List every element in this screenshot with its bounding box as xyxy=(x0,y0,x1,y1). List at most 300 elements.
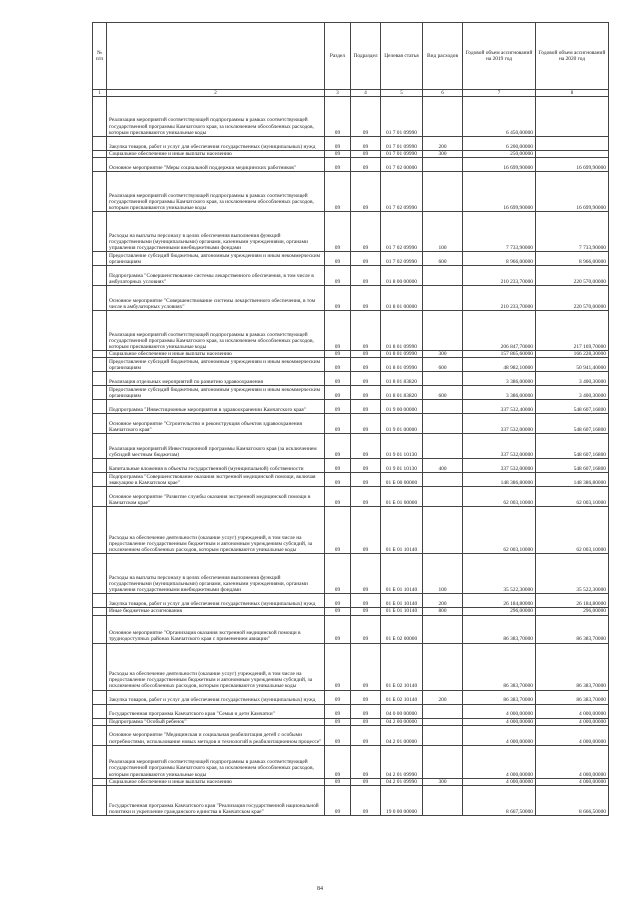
cell-csr: 01 7 02 00000 xyxy=(381,158,423,172)
cell-2020: 7 733,90000 xyxy=(536,212,609,252)
cell-razdel: 09 xyxy=(325,487,351,507)
col-number: 7 xyxy=(463,90,536,97)
cell-name: Подпрограмма "Особый ребенок" xyxy=(107,718,325,725)
cell-2019: 206 847,70000 xyxy=(463,311,536,351)
cell-vr: 600 xyxy=(423,358,463,372)
cell-csr: 01 9 01 10130 xyxy=(381,459,423,473)
cell-no xyxy=(93,643,107,690)
cell-2019: 4 000,00000 xyxy=(463,778,536,785)
cell-name: Основное мероприятие "Меры социальной поддержки медицинских работников" xyxy=(107,158,325,172)
cell-csr: 01 Б 02 10140 xyxy=(381,690,423,704)
cell-razdel: 09 xyxy=(325,608,351,615)
cell-vr xyxy=(423,487,463,507)
cell-csr: 01 8 00 00000 xyxy=(381,266,423,286)
table-row xyxy=(93,386,609,400)
cell-name: Реализация мероприятий соответствующей подпрограммы в рамках соответствующей государственной программы Камчатского края, за исключением обособленных расходов, которым присваиваются уникальные коды xyxy=(107,745,325,778)
cell-vr xyxy=(423,507,463,554)
table-row xyxy=(93,718,609,725)
cell-razdel: 09 xyxy=(325,172,351,212)
table-row xyxy=(93,487,609,507)
cell-vr xyxy=(423,718,463,725)
cell-no xyxy=(93,172,107,212)
cell-vr xyxy=(423,97,463,137)
header-podrazdel: Подраздел xyxy=(351,23,381,90)
cell-2020 xyxy=(536,151,609,158)
cell-csr: 01 7 02 09990 xyxy=(381,172,423,212)
cell-2019: 157 865,60000 xyxy=(463,351,536,358)
cell-no xyxy=(93,786,107,816)
cell-2020: 4 000,00000 xyxy=(536,704,609,718)
cell-csr: 01 Б 01 10140 xyxy=(381,507,423,554)
cell-podrazdel: 09 xyxy=(351,252,381,266)
header-csr: Целевая статья xyxy=(381,23,423,90)
cell-razdel: 09 xyxy=(325,643,351,690)
cell-2019: 337 532,00000 xyxy=(463,459,536,473)
cell-name: Подпрограмма "Совершенствование системы лекарственного обеспечения, в том числе в амбулаторных условиях" xyxy=(107,266,325,286)
cell-vr: 300 xyxy=(423,151,463,158)
cell-2020 xyxy=(536,97,609,137)
table-row xyxy=(93,507,609,554)
cell-2020: 166 228,30000 xyxy=(536,351,609,358)
cell-2020: 62 003,10000 xyxy=(536,507,609,554)
cell-name: Подпрограмма "Инвестиционные мероприятия в здравоохранении Камчатского края" xyxy=(107,400,325,414)
cell-no xyxy=(93,725,107,745)
header-no: № п/п xyxy=(93,23,107,90)
cell-name: Предоставление субсидий бюджетным, автономным учреждениям и иным некоммерческим организациям xyxy=(107,358,325,372)
cell-razdel: 09 xyxy=(325,786,351,816)
col-number: 6 xyxy=(423,90,463,97)
cell-name: Государственная программа Камчатского края "Семья и дети Камчатки" xyxy=(107,704,325,718)
cell-2019: 48 982,10000 xyxy=(463,358,536,372)
cell-no xyxy=(93,778,107,785)
cell-csr: 01 Б 01 10140 xyxy=(381,594,423,608)
cell-vr: 800 xyxy=(423,608,463,615)
cell-podrazdel: 09 xyxy=(351,725,381,745)
col-number: 3 xyxy=(325,90,351,97)
cell-razdel: 09 xyxy=(325,507,351,554)
cell-name: Реализация мероприятий соответствующей подпрограммы в рамках соответствующей государственной программы Камчатского края, за исключением обособленных расходов, которым присваиваются уникальные коды xyxy=(107,172,325,212)
cell-csr: 01 7 01 09990 xyxy=(381,97,423,137)
cell-name: Основное мероприятие "Организация оказания экстренной медицинской помощи в труднодоступных районах Камчатского края с применением авиации" xyxy=(107,615,325,643)
cell-razdel: 09 xyxy=(325,212,351,252)
cell-name: Реализация мероприятий соответствующей подпрограммы в рамках соответствующей государственной программы Камчатского края, за исключением обособленных расходов, которым присваиваются уникальные коды xyxy=(107,311,325,351)
cell-no xyxy=(93,286,107,311)
cell-vr xyxy=(423,311,463,351)
table-row xyxy=(93,459,609,473)
cell-2020: 86 383,70000 xyxy=(536,615,609,643)
cell-name: Расходы на обеспечение деятельности (оказание услуг) учреждений, в том числе на предоставление государственным бюджетным и автономным учреждениям субсидий, за исключением обособленных расходов, которым присваиваются уникальные коды xyxy=(107,643,325,690)
cell-podrazdel: 09 xyxy=(351,459,381,473)
cell-csr: 01 Б 01 10140 xyxy=(381,554,423,594)
cell-name: Государственная программа Камчатского края "Реализация государственной национальной политики и укрепление гражданского единства в Камчатском крае" xyxy=(107,786,325,816)
cell-2020: 3 400,30000 xyxy=(536,372,609,386)
cell-name: Социальное обеспечение и иные выплаты населению xyxy=(107,151,325,158)
cell-2020: 8 666,50000 xyxy=(536,786,609,816)
cell-vr xyxy=(423,414,463,434)
cell-2020: 35 522,30000 xyxy=(536,554,609,594)
cell-csr: 01 Б 02 10140 xyxy=(381,643,423,690)
cell-podrazdel: 09 xyxy=(351,434,381,459)
cell-name: Расходы на выплаты персоналу в целях обеспечения выполнения функций государственными (муниципальными) органами, казенными учреждениями, органами управления государственными внебюджетными фондами xyxy=(107,212,325,252)
cell-csr: 04 2 01 00000 xyxy=(381,725,423,745)
cell-razdel: 09 xyxy=(325,704,351,718)
cell-no xyxy=(93,459,107,473)
cell-2020: 4 000,00000 xyxy=(536,745,609,778)
cell-podrazdel: 09 xyxy=(351,358,381,372)
cell-no xyxy=(93,554,107,594)
cell-podrazdel: 09 xyxy=(351,487,381,507)
cell-no xyxy=(93,434,107,459)
cell-no xyxy=(93,266,107,286)
cell-2020: 548 607,16800 xyxy=(536,434,609,459)
cell-vr xyxy=(423,434,463,459)
cell-csr: 01 Б 00 00000 xyxy=(381,473,423,487)
cell-2020: 4 000,00000 xyxy=(536,718,609,725)
cell-razdel: 09 xyxy=(325,400,351,414)
cell-razdel: 09 xyxy=(325,745,351,778)
cell-podrazdel: 09 xyxy=(351,745,381,778)
cell-2019: 3 386,00000 xyxy=(463,372,536,386)
cell-2020 xyxy=(536,137,609,151)
table-row xyxy=(93,554,609,594)
cell-vr: 600 xyxy=(423,386,463,400)
cell-2020: 62 003,10000 xyxy=(536,487,609,507)
cell-podrazdel: 09 xyxy=(351,608,381,615)
cell-podrazdel: 09 xyxy=(351,286,381,311)
cell-2019: 62 003,10000 xyxy=(463,487,536,507)
cell-no xyxy=(93,386,107,400)
table-row xyxy=(93,400,609,414)
cell-podrazdel: 09 xyxy=(351,372,381,386)
cell-name: Расходы на обеспечение деятельности (оказание услуг) учреждений, в том числе на предоставление государственным бюджетным и автономным учреждениям субсидий, за исключением обособленных расходов, которым присваиваются уникальные коды xyxy=(107,507,325,554)
cell-2020: 217 169,70000 xyxy=(536,311,609,351)
cell-no xyxy=(93,414,107,434)
cell-2019: 86 383,70000 xyxy=(463,615,536,643)
cell-razdel: 09 xyxy=(325,459,351,473)
cell-vr: 300 xyxy=(423,778,463,785)
header-2019: Годовой объем ассигнований на 2019 год xyxy=(463,23,536,90)
cell-razdel: 09 xyxy=(325,778,351,785)
cell-podrazdel: 09 xyxy=(351,212,381,252)
cell-razdel: 09 xyxy=(325,286,351,311)
cell-name: Реализация мероприятий соответствующей подпрограммы в рамках соответствующей государственной программы Камчатского края, за исключением обособленных расходов, которым присваиваются уникальные коды xyxy=(107,97,325,137)
cell-name: Иные бюджетные ассигнования xyxy=(107,608,325,615)
table-row xyxy=(93,311,609,351)
cell-vr xyxy=(423,745,463,778)
cell-podrazdel: 09 xyxy=(351,690,381,704)
cell-no xyxy=(93,507,107,554)
cell-razdel: 09 xyxy=(325,434,351,459)
cell-2019: 210 233,70000 xyxy=(463,266,536,286)
col-number: 8 xyxy=(536,90,609,97)
table-row xyxy=(93,608,609,615)
cell-csr: 01 8 01 83820 xyxy=(381,372,423,386)
cell-2020: 8 966,00000 xyxy=(536,252,609,266)
header-name xyxy=(107,23,325,90)
cell-podrazdel: 09 xyxy=(351,151,381,158)
cell-no xyxy=(93,487,107,507)
cell-razdel: 09 xyxy=(325,252,351,266)
cell-name: Основное мероприятие "Строительство и реконструкция объектов здравоохранения Камчатского края" xyxy=(107,414,325,434)
cell-2019: 16 699,90000 xyxy=(463,158,536,172)
cell-no xyxy=(93,311,107,351)
table-row xyxy=(93,615,609,643)
cell-2019: 8 966,00000 xyxy=(463,252,536,266)
cell-2019: 16 699,90000 xyxy=(463,172,536,212)
cell-csr: 01 8 01 09990 xyxy=(381,358,423,372)
cell-csr: 01 7 02 09990 xyxy=(381,252,423,266)
cell-name: Предоставление субсидий бюджетным, автономным учреждениям и иным некоммерческим организациям xyxy=(107,386,325,400)
table-row xyxy=(93,704,609,718)
table-row xyxy=(93,137,609,151)
column-number-row xyxy=(93,90,609,97)
cell-csr: 01 7 01 09990 xyxy=(381,137,423,151)
cell-razdel: 09 xyxy=(325,311,351,351)
cell-2019: 86 383,70000 xyxy=(463,690,536,704)
cell-razdel: 09 xyxy=(325,414,351,434)
table-row xyxy=(93,151,609,158)
cell-csr: 01 7 01 09990 xyxy=(381,151,423,158)
cell-csr: 04 2 01 09990 xyxy=(381,778,423,785)
cell-vr: 200 xyxy=(423,594,463,608)
cell-2019: 4 000,00000 xyxy=(463,718,536,725)
cell-name: Расходы на выплаты персоналу в целях обеспечения выполнения функций государственными (муниципальными) органами, казенными учреждениями, органами управления государственными внебюджетными фондами xyxy=(107,554,325,594)
cell-name: Подпрограмма "Совершенствование оказания экстренной медицинской помощи, включая эвакуацию в Камчатском крае" xyxy=(107,473,325,487)
col-number: 5 xyxy=(381,90,423,97)
cell-podrazdel: 09 xyxy=(351,311,381,351)
cell-csr: 04 0 00 00000 xyxy=(381,704,423,718)
cell-2020: 50 941,40000 xyxy=(536,358,609,372)
cell-no xyxy=(93,400,107,414)
cell-razdel: 09 xyxy=(325,158,351,172)
cell-no xyxy=(93,158,107,172)
budget-table-sheet xyxy=(92,22,608,816)
cell-name: Социальное обеспечение и иные выплаты населению xyxy=(107,778,325,785)
cell-2019: 3 386,00000 xyxy=(463,386,536,400)
cell-no xyxy=(93,594,107,608)
cell-razdel: 09 xyxy=(325,97,351,137)
cell-podrazdel: 09 xyxy=(351,172,381,212)
cell-razdel: 09 xyxy=(325,137,351,151)
cell-name: Предоставление субсидий бюджетным, автономным учреждениям и иным некоммерческим организациям xyxy=(107,252,325,266)
cell-2019: 4 000,00000 xyxy=(463,745,536,778)
table-header-row xyxy=(93,23,609,90)
cell-2020: 16 699,90000 xyxy=(536,158,609,172)
cell-podrazdel: 09 xyxy=(351,718,381,725)
cell-vr xyxy=(423,372,463,386)
cell-csr: 01 8 01 09990 xyxy=(381,351,423,358)
table-row xyxy=(93,786,609,816)
cell-csr: 04 2 01 09990 xyxy=(381,745,423,778)
cell-2020: 86 383,70000 xyxy=(536,690,609,704)
cell-csr: 01 9 00 00000 xyxy=(381,400,423,414)
cell-2020: 548 607,16800 xyxy=(536,400,609,414)
cell-podrazdel: 09 xyxy=(351,97,381,137)
table-row xyxy=(93,212,609,252)
table-row xyxy=(93,372,609,386)
cell-vr xyxy=(423,643,463,690)
col-number: 2 xyxy=(107,90,325,97)
cell-podrazdel: 09 xyxy=(351,704,381,718)
cell-podrazdel: 09 xyxy=(351,786,381,816)
header-vr: Вид расходов xyxy=(423,23,463,90)
cell-razdel: 09 xyxy=(325,266,351,286)
cell-name: Основное мероприятие "Развитие службы оказания экстренной медицинской помощи в Камчатском крае" xyxy=(107,487,325,507)
cell-csr: 01 8 01 83820 xyxy=(381,386,423,400)
cell-2019: 35 522,30000 xyxy=(463,554,536,594)
cell-2020: 220 570,00000 xyxy=(536,266,609,286)
table-row xyxy=(93,172,609,212)
cell-podrazdel: 09 xyxy=(351,554,381,594)
cell-vr xyxy=(423,172,463,212)
cell-name: Основное мероприятие "Совершенствование системы лекарственного обеспечения, в том числе в амбулаторных условиях" xyxy=(107,286,325,311)
cell-name: Закупка товаров, работ и услуг для обеспечения государственных (муниципальных) нужд xyxy=(107,690,325,704)
cell-csr: 01 Б 02 00000 xyxy=(381,615,423,643)
table-row xyxy=(93,725,609,745)
cell-vr: 400 xyxy=(423,459,463,473)
cell-name: Социальное обеспечение и иные выплаты населению xyxy=(107,351,325,358)
cell-no xyxy=(93,608,107,615)
cell-2019: 26 184,80000 xyxy=(463,594,536,608)
cell-2020: 220 570,00000 xyxy=(536,286,609,311)
cell-2019: 337 532,00000 xyxy=(463,414,536,434)
cell-2020: 148 386,80000 xyxy=(536,473,609,487)
cell-vr xyxy=(423,400,463,414)
cell-vr: 300 xyxy=(423,351,463,358)
cell-no xyxy=(93,212,107,252)
cell-podrazdel: 09 xyxy=(351,266,381,286)
cell-2019: 8 667,50000 xyxy=(463,786,536,816)
table-row xyxy=(93,434,609,459)
cell-razdel: 09 xyxy=(325,372,351,386)
cell-podrazdel: 09 xyxy=(351,386,381,400)
table-row xyxy=(93,643,609,690)
table-row xyxy=(93,778,609,785)
cell-2019: 86 383,70000 xyxy=(463,643,536,690)
cell-vr xyxy=(423,473,463,487)
cell-razdel: 09 xyxy=(325,615,351,643)
cell-2019: 6 450,00000 xyxy=(463,97,536,137)
cell-podrazdel: 09 xyxy=(351,594,381,608)
cell-vr: 200 xyxy=(423,137,463,151)
cell-csr: 19 0 00 00000 xyxy=(381,786,423,816)
table-row xyxy=(93,414,609,434)
cell-2019: 4 000,00000 xyxy=(463,725,536,745)
cell-2020: 4 000,00000 xyxy=(536,778,609,785)
cell-no xyxy=(93,745,107,778)
cell-no xyxy=(93,615,107,643)
cell-2019: 148 386,80000 xyxy=(463,473,536,487)
cell-2019: 296,00000 xyxy=(463,608,536,615)
cell-2020: 4 000,00000 xyxy=(536,725,609,745)
table-row xyxy=(93,252,609,266)
cell-razdel: 09 xyxy=(325,594,351,608)
cell-podrazdel: 09 xyxy=(351,615,381,643)
cell-2020: 548 607,16800 xyxy=(536,414,609,434)
cell-podrazdel: 09 xyxy=(351,643,381,690)
cell-no xyxy=(93,372,107,386)
header-2020: Годовой объем ассигнований на 2020 год xyxy=(536,23,609,90)
header-razdel: Раздел xyxy=(325,23,351,90)
page-number: 84 xyxy=(317,886,323,892)
cell-2020: 86 383,70000 xyxy=(536,643,609,690)
cell-2020: 26 184,80000 xyxy=(536,594,609,608)
cell-razdel: 09 xyxy=(325,725,351,745)
cell-vr xyxy=(423,725,463,745)
cell-name: Реализация мероприятий Инвестиционной программы Камчатского края (за исключением субсидий местным бюджетам) xyxy=(107,434,325,459)
cell-no xyxy=(93,358,107,372)
cell-csr: 01 9 01 10130 xyxy=(381,434,423,459)
cell-razdel: 09 xyxy=(325,351,351,358)
cell-csr: 01 7 02 09990 xyxy=(381,212,423,252)
cell-name: Закупка товаров, работ и услуг для обеспечения государственных (муниципальных) нужд xyxy=(107,594,325,608)
cell-razdel: 09 xyxy=(325,151,351,158)
cell-2020: 16 699,90000 xyxy=(536,172,609,212)
cell-razdel: 09 xyxy=(325,554,351,594)
table-row xyxy=(93,286,609,311)
table-row xyxy=(93,745,609,778)
cell-name: Реализация отдельных мероприятий по развитию здравоохранения xyxy=(107,372,325,386)
cell-vr: 100 xyxy=(423,554,463,594)
cell-2019: 6 200,00000 xyxy=(463,137,536,151)
table-row xyxy=(93,97,609,137)
cell-podrazdel: 09 xyxy=(351,158,381,172)
cell-vr xyxy=(423,786,463,816)
cell-podrazdel: 09 xyxy=(351,137,381,151)
cell-2020: 296,00000 xyxy=(536,608,609,615)
table-row xyxy=(93,266,609,286)
cell-podrazdel: 09 xyxy=(351,778,381,785)
cell-podrazdel: 09 xyxy=(351,473,381,487)
table-row xyxy=(93,158,609,172)
cell-2019: 210 233,70000 xyxy=(463,286,536,311)
cell-name: Капитальные вложения в объекты государственной (муниципальной) собственности xyxy=(107,459,325,473)
table-row xyxy=(93,351,609,358)
cell-vr xyxy=(423,286,463,311)
cell-podrazdel: 09 xyxy=(351,507,381,554)
cell-csr: 01 8 01 00000 xyxy=(381,286,423,311)
cell-razdel: 09 xyxy=(325,473,351,487)
cell-2020: 548 607,16800 xyxy=(536,459,609,473)
table-row xyxy=(93,594,609,608)
table-row xyxy=(93,690,609,704)
cell-razdel: 09 xyxy=(325,690,351,704)
cell-no xyxy=(93,97,107,137)
cell-csr: 01 Б 01 10140 xyxy=(381,608,423,615)
cell-2019: 337 532,40000 xyxy=(463,400,536,414)
cell-vr xyxy=(423,615,463,643)
cell-vr xyxy=(423,158,463,172)
table-row xyxy=(93,358,609,372)
cell-no xyxy=(93,151,107,158)
cell-razdel: 09 xyxy=(325,386,351,400)
cell-vr xyxy=(423,704,463,718)
cell-2019: 4 000,00000 xyxy=(463,704,536,718)
cell-no xyxy=(93,718,107,725)
cell-podrazdel: 09 xyxy=(351,414,381,434)
cell-csr: 01 9 01 00000 xyxy=(381,414,423,434)
budget-table xyxy=(92,22,609,816)
cell-no xyxy=(93,690,107,704)
col-number: 4 xyxy=(351,90,381,97)
cell-vr: 100 xyxy=(423,212,463,252)
cell-vr: 200 xyxy=(423,690,463,704)
cell-2019: 7 733,90000 xyxy=(463,212,536,252)
cell-csr: 01 8 01 09990 xyxy=(381,311,423,351)
cell-no xyxy=(93,252,107,266)
cell-vr: 600 xyxy=(423,252,463,266)
cell-no xyxy=(93,473,107,487)
